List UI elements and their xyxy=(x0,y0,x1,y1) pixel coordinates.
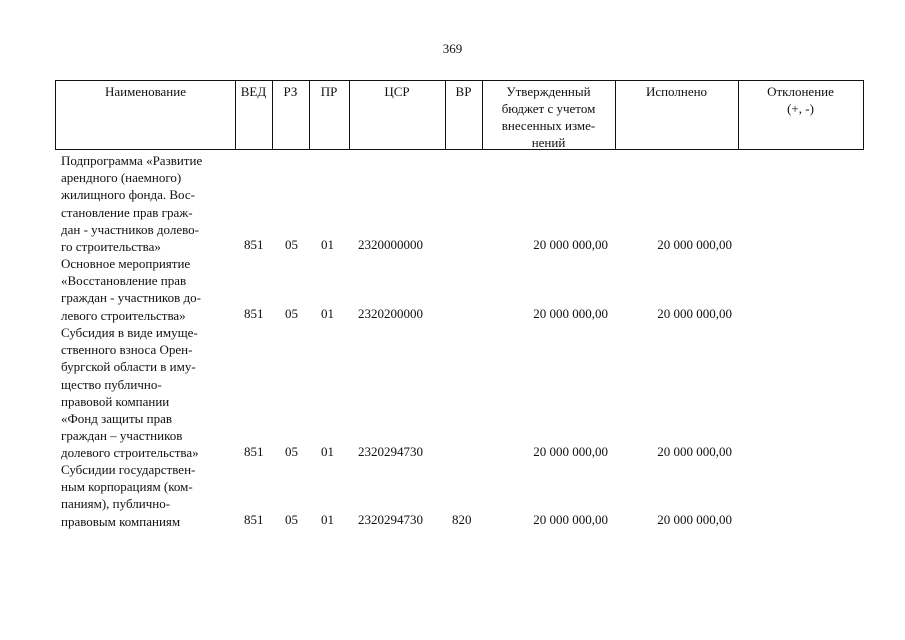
row-rz: 05 xyxy=(285,512,298,527)
row-approved: 20 000 000,00 xyxy=(533,444,608,459)
row-executed: 20 000 000,00 xyxy=(657,512,732,527)
row-pr: 01 xyxy=(321,444,334,459)
row-approved: 20 000 000,00 xyxy=(533,306,608,321)
row-pr: 01 xyxy=(321,237,334,252)
row-name: Субсидия в виде имуще- ственного взноса Орен- бургской области в иму- щество публично- правовой компании «Фонд защиты прав граждан – участников долевого строительства» xyxy=(61,325,199,461)
row-csr: 2320000000 xyxy=(358,237,423,252)
row-pr: 01 xyxy=(321,512,334,527)
row-ved: 851 xyxy=(244,237,264,252)
row-ved: 851 xyxy=(244,306,264,321)
row-name: Подпрограмма «Развитие арендного (наемного) жилищного фонда. Вос- становление прав граж- дан - участников долево- го строительства» xyxy=(61,153,203,255)
row-pr: 01 xyxy=(321,306,334,321)
row-executed: 20 000 000,00 xyxy=(657,444,732,459)
row-executed: 20 000 000,00 xyxy=(657,306,732,321)
header-csr: ЦСР xyxy=(349,80,446,150)
header-rz: РЗ xyxy=(272,80,310,150)
row-ved: 851 xyxy=(244,444,264,459)
page-number: 369 xyxy=(442,41,463,56)
row-rz: 05 xyxy=(285,237,298,252)
header-vr: ВР xyxy=(445,80,483,150)
row-name: Субсидии государствен- ным корпорациям (ком- паниям), публично- правовым компаниям xyxy=(61,462,196,529)
row-ved: 851 xyxy=(244,512,264,527)
row-name: Основное мероприятие «Восстановление прав граждан - участников до- левого строительства» xyxy=(61,256,201,323)
header-approved: Утвержденный бюджет с учетом внесенных изме- нений xyxy=(482,80,616,150)
row-approved: 20 000 000,00 xyxy=(533,237,608,252)
row-vr: 820 xyxy=(452,512,472,527)
row-executed: 20 000 000,00 xyxy=(657,237,732,252)
row-rz: 05 xyxy=(285,306,298,321)
header-name: Наименование xyxy=(55,80,236,150)
header-deviation: Отклонение (+, -) xyxy=(738,80,864,150)
row-approved: 20 000 000,00 xyxy=(533,512,608,527)
row-rz: 05 xyxy=(285,444,298,459)
header-pr: ПР xyxy=(309,80,350,150)
row-csr: 2320200000 xyxy=(358,306,423,321)
header-executed: Исполнено xyxy=(615,80,739,150)
header-ved: ВЕД xyxy=(235,80,273,150)
row-csr: 2320294730 xyxy=(358,512,423,527)
row-csr: 2320294730 xyxy=(358,444,423,459)
